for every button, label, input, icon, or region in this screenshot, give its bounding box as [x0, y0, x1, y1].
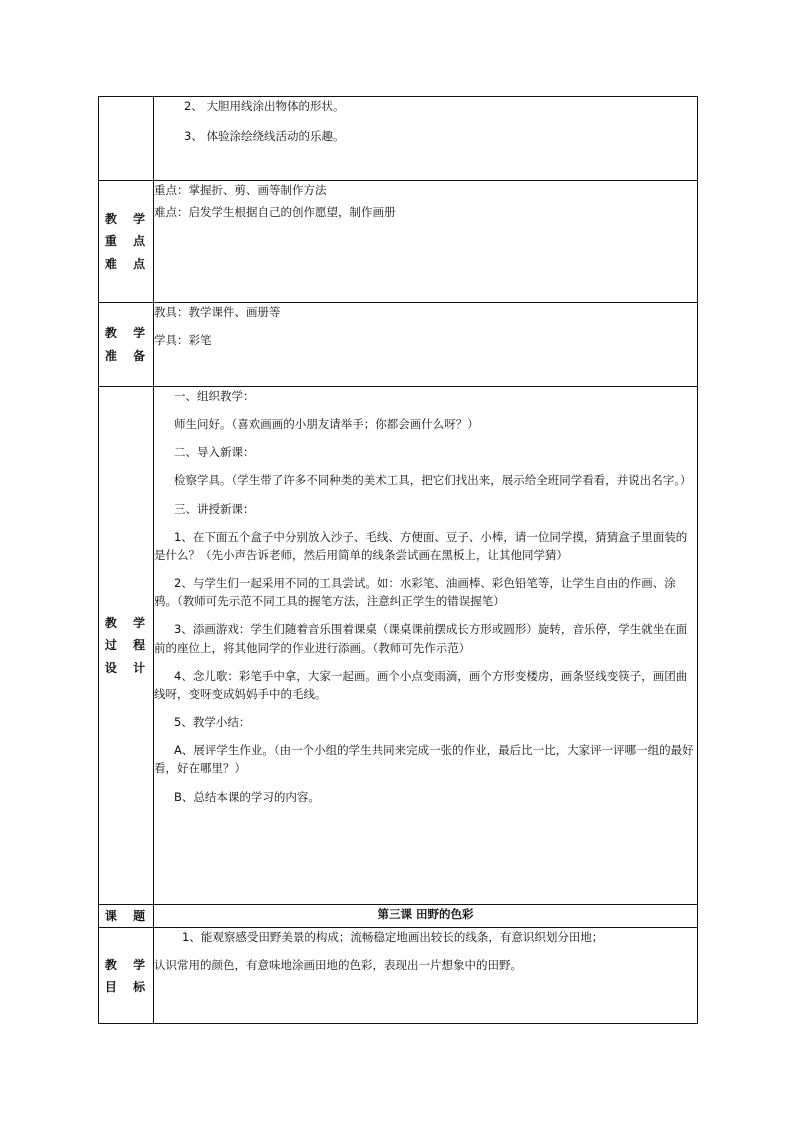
objectives-row: [99, 928, 698, 1024]
process-line-5: 三、讲授新课：: [174, 501, 255, 516]
preparation-label-cell: [99, 303, 154, 387]
process-line-2: 师生问好。（喜欢画画的小朋友请举手；你都会画什么呀？）: [174, 417, 479, 432]
lesson-plan-table: [98, 96, 698, 1024]
process-line-1: 一、组织教学：: [174, 389, 255, 403]
goals-continuation-row: [99, 97, 698, 181]
goals-continuation-cell: [154, 97, 698, 181]
objectives-label-line-1: 教 学: [104, 957, 152, 972]
process-label-line-1: 教 学: [104, 616, 152, 631]
key-difficult-row: [99, 181, 698, 303]
process-line-10: 5、教学小结：: [174, 715, 251, 730]
teaching-process-content-cell: [154, 387, 698, 905]
lesson-label: 课 题: [104, 909, 152, 923]
preparation-content-cell: [154, 303, 698, 387]
teaching-process-label-cell: [99, 387, 154, 905]
objective-line-2: 认识常用的颜色，有意味地涂画田地的色彩，表现出一片想象中的田野。: [154, 958, 522, 973]
process-line-8: 3、添画游戏：学生们随着音乐围着课桌（课桌课前摆成长方形或圆形）旋转，音乐停，学生就坐在面前的座位上，将其他同学的作业进行添画。（教师可先作示范）: [154, 622, 688, 655]
key-difficult-label-line-3: 难 点: [104, 256, 152, 271]
teaching-aids-text: 教具：教学课件、画册等: [154, 305, 281, 319]
preparation-label-line-1: 教 学: [104, 326, 152, 341]
process-line-3: 二、导入新课：: [174, 445, 255, 460]
lesson-label-cell: [99, 905, 154, 928]
process-line-11: A、展评学生作业。（由一个小组的学生共同来完成一张的作业，最后比一比，大家评一评哪一组的最好看，好在哪里？）: [154, 743, 694, 776]
key-difficult-label-cell: [99, 181, 154, 303]
process-label-line-2: 过 程: [104, 638, 152, 653]
process-line-6: 1、在下面五个盒子中分别放入沙子、毛线、方便面、豆子、小棒，请一位同学摸，猜猜盒子里面装的是什么？（先小声告诉老师，然后用简单的线条尝试画在黑板上，让其他同学猜）: [154, 529, 688, 562]
objectives-label-cell: [99, 928, 154, 1024]
teaching-process-row: [99, 387, 698, 905]
key-difficult-label-line-2: 重 点: [104, 234, 152, 249]
process-line-9: 4、念儿歌：彩笔手中拿，大家一起画。画个小点变雨滴，画个方形变楼房，画条竖线变筷子，画团曲线呀，变呀变成妈妈手中的毛线。: [154, 668, 688, 701]
lesson-title: 第三课 田野的色彩: [154, 905, 698, 928]
goal-line-3: 3、 体验涂绘绕线活动的乐趣。: [184, 129, 345, 144]
difficult-point-text: 难点：启发学生根据自己的创作愿望，制作画册: [154, 205, 396, 220]
key-difficult-content-cell: [154, 181, 698, 303]
key-difficult-label-line-1: 教 学: [104, 212, 152, 227]
empty-label-cell: [99, 97, 154, 181]
learning-tools-text: 学具：彩笔: [154, 333, 212, 348]
lesson-title-row: [99, 905, 698, 928]
goal-line-2: 2、 大胆用线涂出物体的形状。: [184, 99, 345, 113]
preparation-row: [99, 303, 698, 387]
objective-line-1: 1、能观察感受田野美景的构成；流畅稳定地画出较长的线条，有意识织划分田地；: [182, 930, 604, 945]
process-line-4: 检察学具。（学生带了许多不同种类的美术工具，把它们找出来，展示给全班同学看看，并说出名字。）: [174, 473, 692, 488]
preparation-label-line-2: 准 备: [104, 348, 152, 363]
process-line-12: B、总结本课的学习的内容。: [174, 789, 320, 804]
process-label-line-3: 设 计: [104, 660, 152, 675]
objectives-label-line-2: 目 标: [104, 979, 152, 994]
key-point-text: 重点：掌握折、剪、画等制作方法: [154, 183, 327, 197]
process-line-7: 2、与学生们一起采用不同的工具尝试。如：水彩笔、油画棒、彩色铅笔等，让学生自由的作画、涂鸦。（教师可先示范不同工具的握笔方法，注意纠正学生的错误握笔）: [154, 576, 676, 609]
objectives-content-cell: [154, 928, 698, 1024]
